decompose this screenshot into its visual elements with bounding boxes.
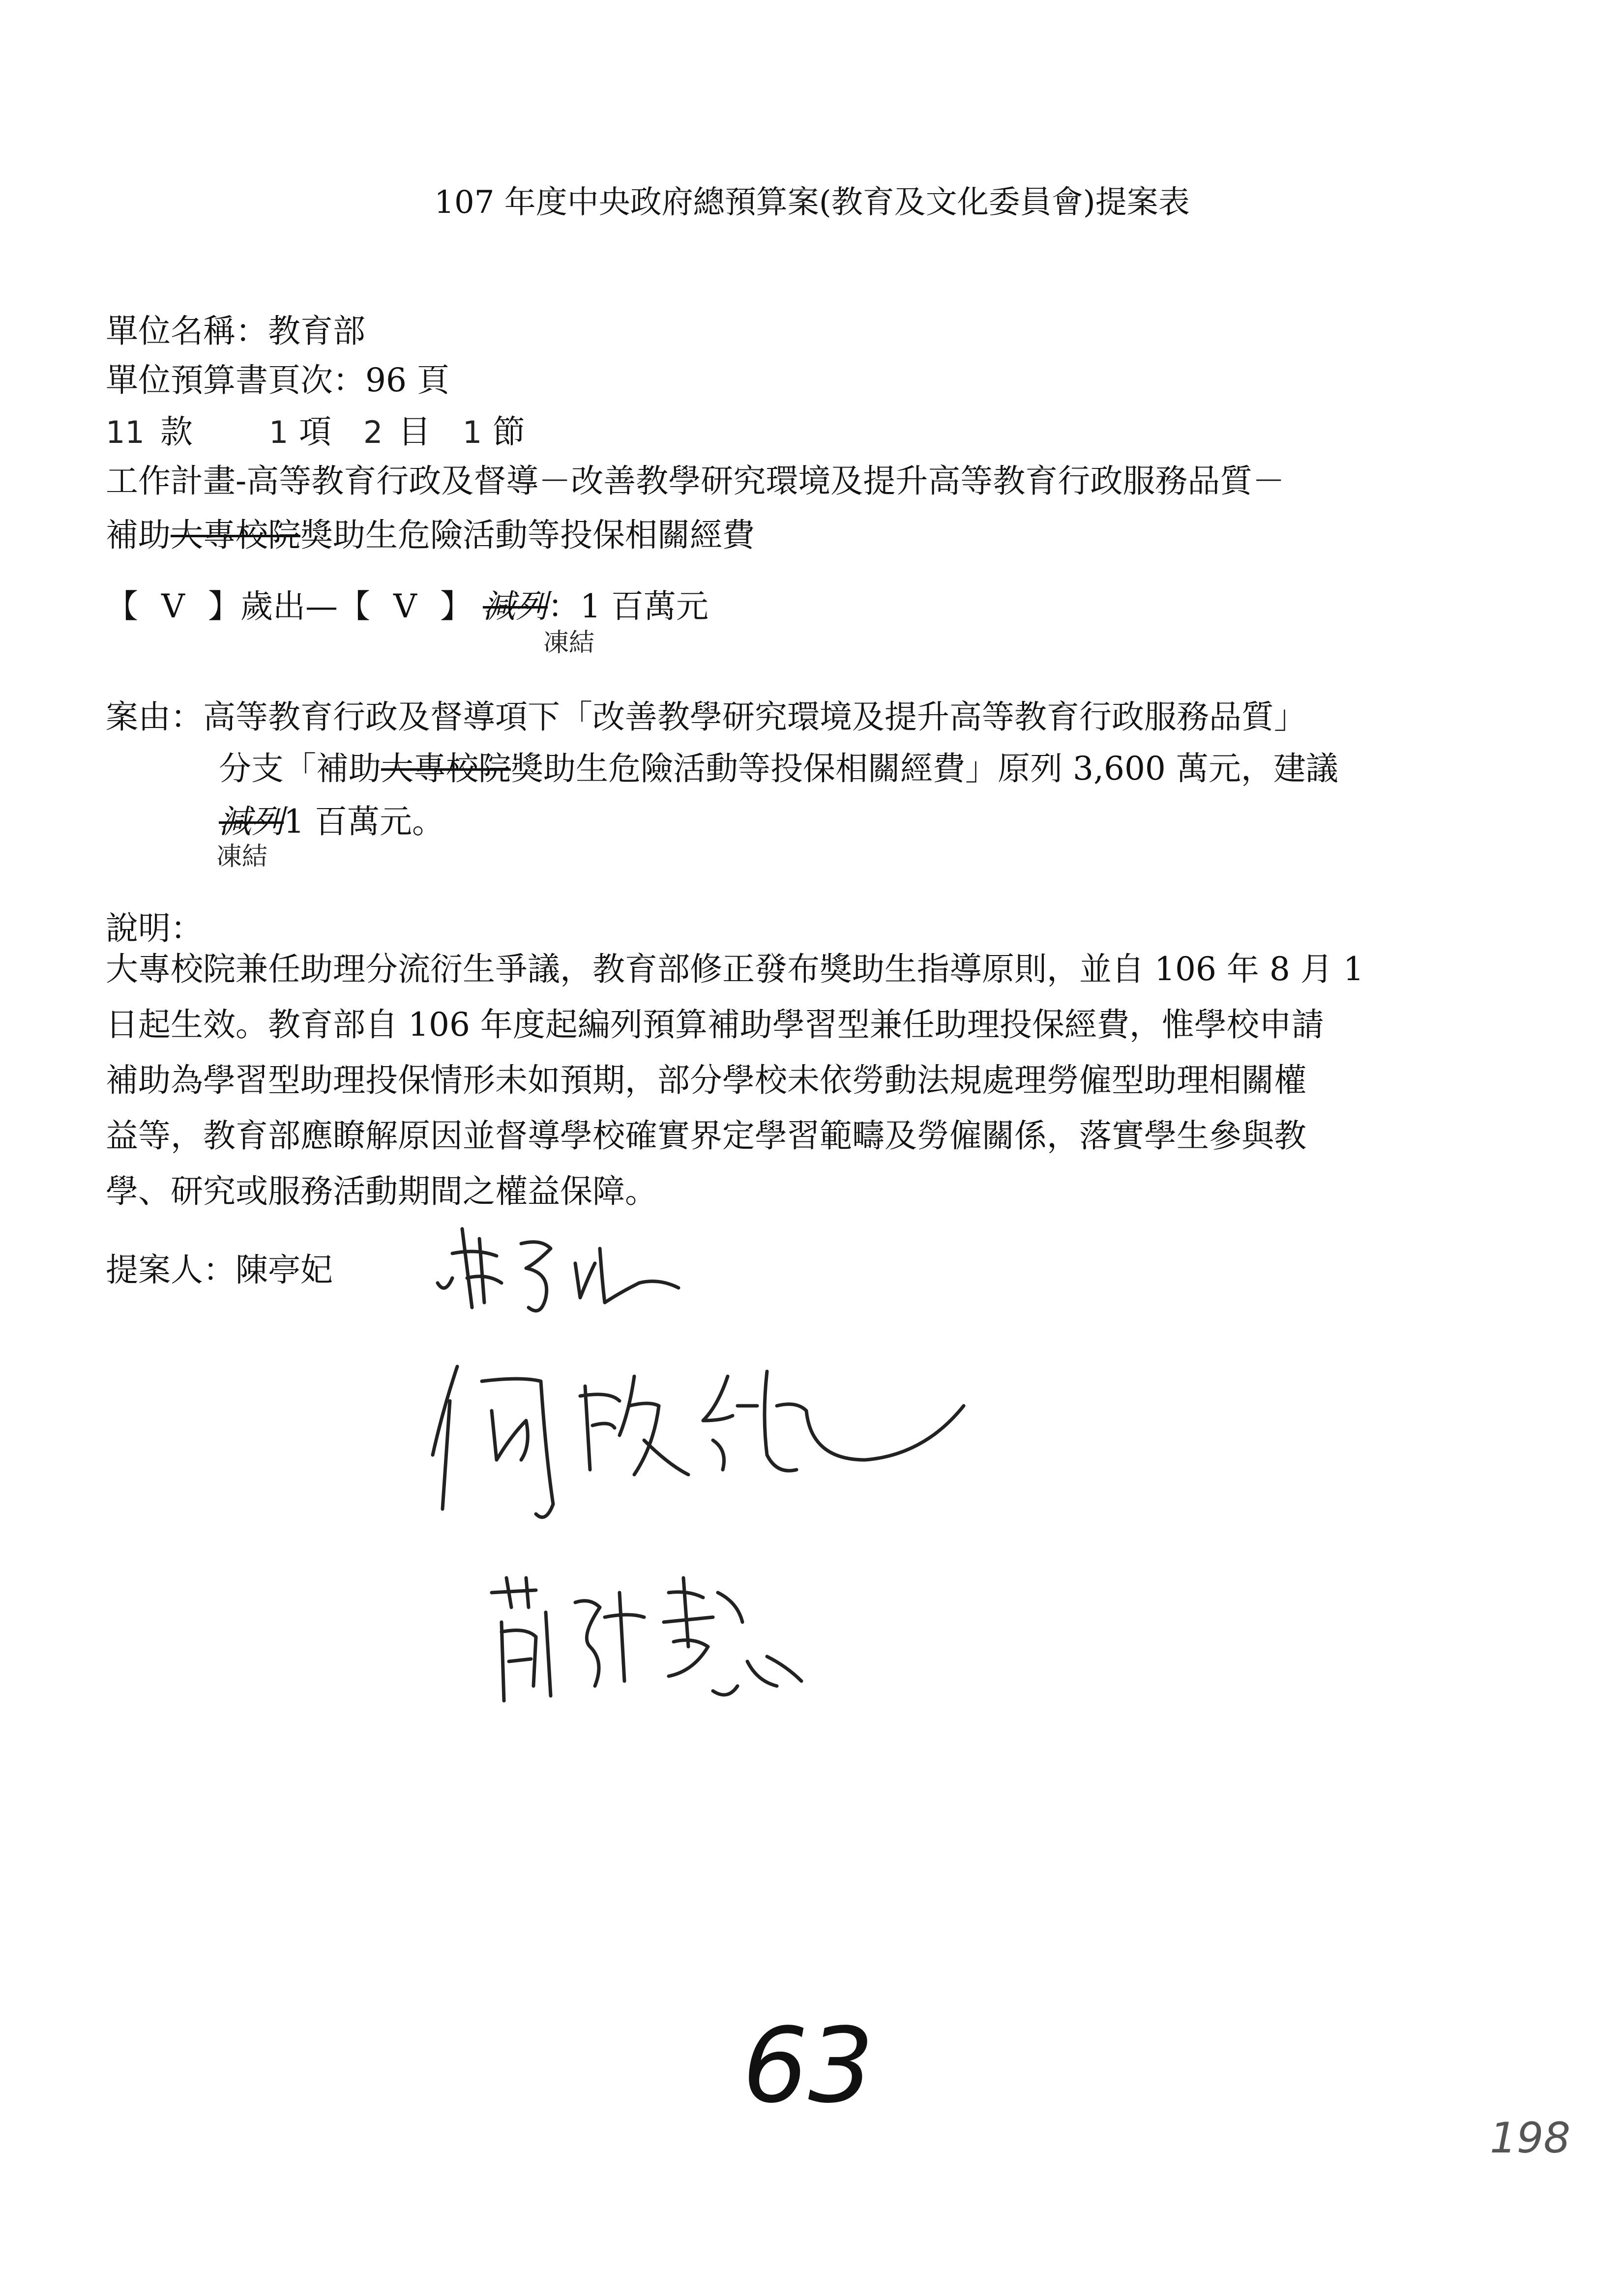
budget-page-value: 96 頁: [365, 361, 449, 399]
corner-page-number: 198: [1490, 2114, 1571, 2163]
proposer-name: 陳亭妃: [236, 1251, 333, 1289]
kuan-label: 款: [160, 413, 193, 451]
jie-number: 1: [462, 414, 482, 450]
expenditure-checkbox-row: [106, 580, 709, 627]
reason-line-3-suffix: 1 百萬元。: [284, 803, 444, 841]
document-title: 107 年度中央政府總預算案(教育及文化委員會)提案表: [434, 184, 1190, 221]
handwritten-page-number: 63: [742, 2005, 874, 2126]
unit-name-value: 教育部: [268, 312, 365, 350]
handwritten-freeze-1: 凍結: [543, 628, 595, 658]
handwritten-freeze-2: 凍結: [216, 842, 268, 872]
mu-label: 目: [398, 413, 431, 451]
reason-label: 案由：: [106, 698, 203, 736]
reason-row-1: [106, 691, 1306, 737]
work-plan-suffix: 獎助生危險活動等投保相關經費: [300, 516, 755, 554]
jie-label: 節: [492, 413, 525, 451]
reason-line-2-suffix: 獎助生危險活動等投保相關經費」原列 3,600 萬元，建議: [511, 750, 1338, 787]
work-plan-prefix: 補助: [106, 516, 171, 554]
reason-line-1: 高等教育行政及督導項下「改善教學研究環境及提升高等教育行政服務品質」: [203, 698, 1306, 736]
reason-line-2-prefix: 分支「補助: [219, 750, 381, 787]
kuan-number: 11: [106, 414, 145, 450]
proposer-row: [106, 1244, 333, 1290]
xiang-number: 1: [268, 414, 289, 450]
checkmark-expenditure: V: [161, 587, 185, 625]
work-plan-line-1: 工作計畫-高等教育行政及督導－改善教學研究環境及提升高等教育行政服務品質－: [106, 462, 1285, 500]
reason-row-3: [219, 795, 444, 842]
signature-1: [433, 1209, 688, 1337]
struck-reduce-text: 減列: [482, 587, 548, 625]
explanation-label: 說明：: [106, 909, 203, 947]
explanation-line: 益等，教育部應瞭解原因並督導學校確實界定學習範疇及勞僱關係，落實學生參與教: [106, 1117, 1306, 1155]
hierarchy-row: [106, 406, 525, 452]
budget-page-row: [106, 354, 449, 401]
reason-struck-reduce: 減列: [219, 803, 284, 841]
explanation-body: [106, 941, 1364, 1219]
signature-2: [423, 1347, 988, 1553]
reason-row-2: [219, 742, 1338, 789]
unit-name-label: 單位名稱：: [106, 312, 268, 350]
proposer-label: 提案人：: [106, 1251, 236, 1289]
work-plan-line-2: [106, 509, 755, 555]
mu-number: 2: [363, 414, 383, 450]
explanation-line: 學、研究或服務活動期間之權益保障。: [106, 1172, 657, 1210]
xiang-label: 項: [298, 413, 331, 451]
explanation-line: 日起生效。教育部自 106 年度起編列預算補助學習型兼任助理投保經費，惟學校申請: [106, 1006, 1324, 1044]
explanation-line: 大專校院兼任助理分流衍生爭議，教育部修正發布獎助生指導原則，並自 106 年 8 月 1: [106, 950, 1364, 988]
budget-page-label: 單位預算書頁次：: [106, 361, 365, 399]
bracket-close-2: 】: [440, 587, 472, 625]
reason-struck-text: 大專校院: [381, 750, 511, 787]
expenditure-label: 】歲出—【: [207, 587, 370, 625]
signature-3: [482, 1563, 836, 1725]
unit-name-row: [106, 305, 365, 351]
checkmark-action: V: [393, 587, 417, 625]
bracket-open-1: 【: [106, 587, 138, 625]
work-plan-struck-text: 大專校院: [171, 516, 300, 554]
amount-text: ：1 百萬元: [547, 587, 709, 625]
explanation-line: 補助為學習型助理投保情形未如預期，部分學校未依勞動法規處理勞僱型助理相關權: [106, 1061, 1306, 1099]
